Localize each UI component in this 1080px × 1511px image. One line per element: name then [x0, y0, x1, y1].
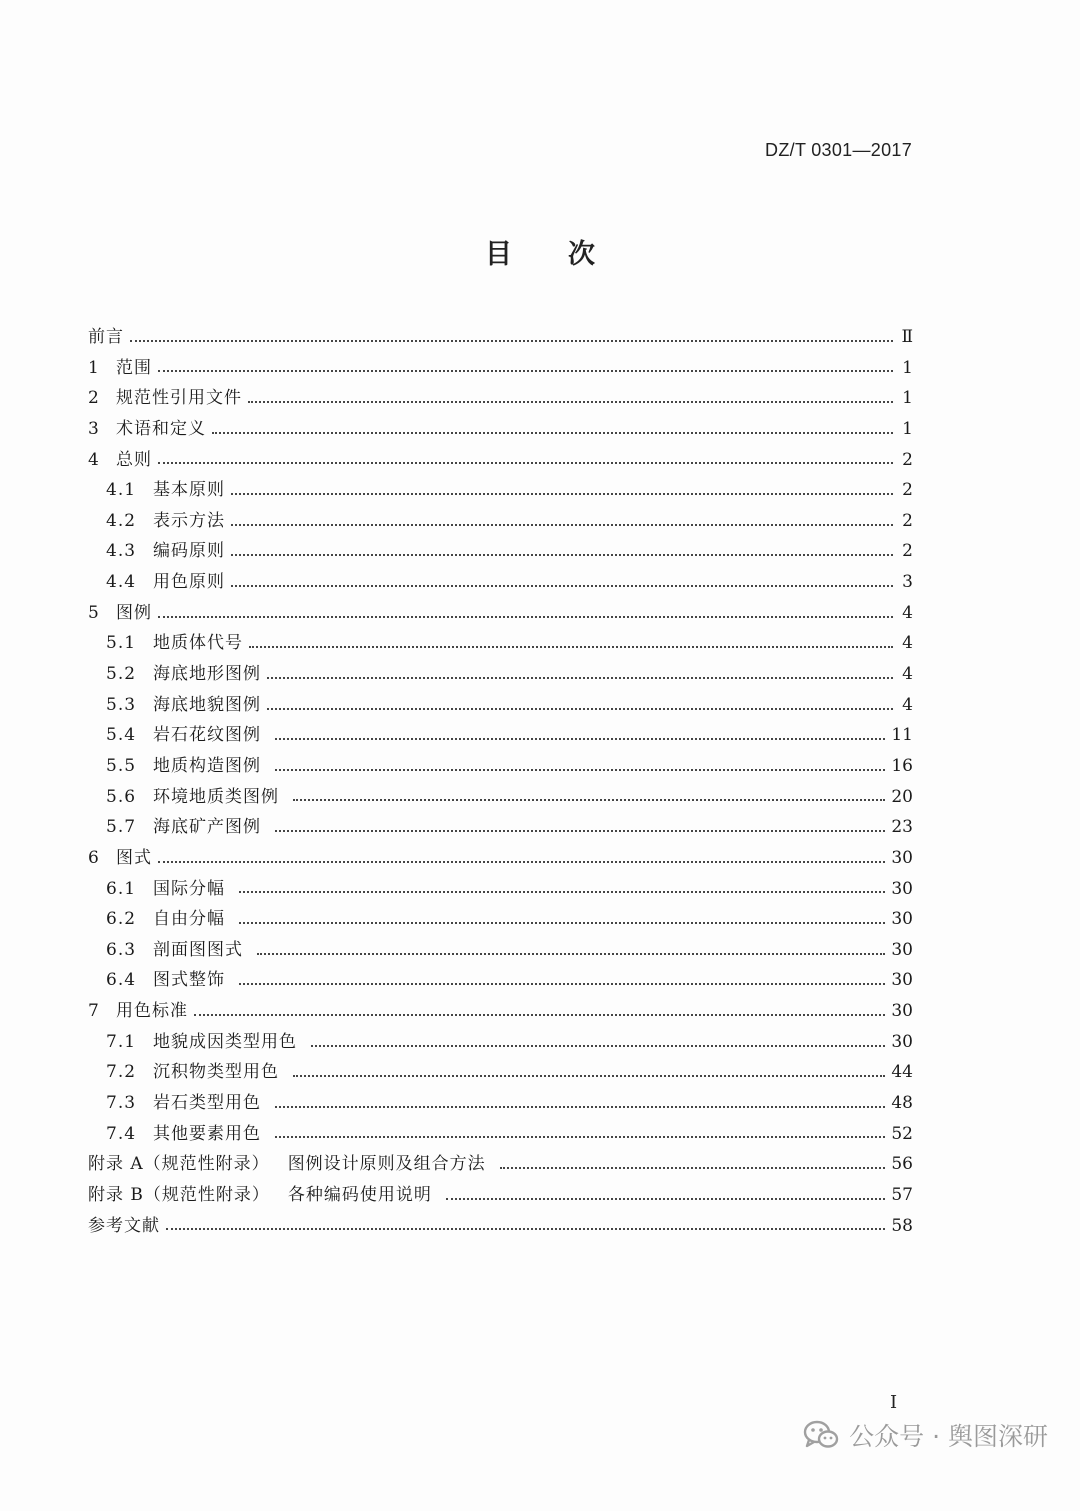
watermark-text: 公众号 · 舆图深研 — [849, 1422, 1048, 1451]
toc-page-number: 30 — [891, 1001, 913, 1022]
toc-title-text: 环境地质类图例 — [153, 786, 279, 807]
dot-leader — [293, 798, 885, 801]
toc-page-number: 2 — [902, 510, 913, 531]
toc-title — [153, 567, 225, 598]
toc-entry[interactable] — [88, 874, 913, 905]
toc-page-number: 44 — [891, 1062, 913, 1083]
toc-title-text: 规范性引用文件 — [116, 388, 242, 409]
toc-title-text: 岩石类型用色 — [153, 1093, 261, 1114]
toc-title — [153, 1027, 297, 1058]
toc-title-text: 总则 — [116, 449, 152, 470]
dot-leader — [239, 890, 885, 893]
toc-title — [88, 1180, 432, 1211]
toc-title — [153, 874, 225, 905]
toc-title-text: 地质构造图例 — [153, 755, 261, 776]
dot-leader — [231, 584, 893, 587]
page-number: I — [890, 1392, 898, 1413]
toc-section-number: 4.4 — [106, 572, 137, 593]
toc-entry[interactable] — [88, 598, 913, 629]
toc-section-number: 7 — [88, 1001, 99, 1022]
dot-leader — [275, 737, 885, 740]
dot-leader — [446, 1197, 885, 1200]
toc-entry[interactable] — [88, 843, 913, 874]
dot-leader — [248, 400, 893, 403]
toc-entry[interactable] — [88, 935, 913, 966]
toc-title-text: 岩石花纹图例 — [153, 725, 261, 746]
table-of-contents — [88, 322, 913, 1241]
toc-page-number: 30 — [891, 847, 913, 868]
toc-entry[interactable] — [88, 782, 913, 813]
toc-title — [153, 536, 225, 567]
toc-page-number: 30 — [891, 970, 913, 991]
toc-title — [88, 1211, 160, 1242]
toc-page-number: 48 — [891, 1093, 913, 1114]
toc-page-number: 4 — [902, 694, 913, 715]
toc-entry[interactable] — [88, 445, 913, 476]
toc-section-number: 7.2 — [106, 1062, 137, 1083]
toc-entry[interactable] — [88, 567, 913, 598]
toc-page-number: 30 — [891, 909, 913, 930]
toc-title-text: 其他要素用色 — [153, 1123, 261, 1144]
dot-leader — [231, 553, 893, 556]
toc-title-text: 术语和定义 — [116, 418, 206, 439]
toc-section-number: 6.2 — [106, 909, 137, 930]
toc-section-number: 7.1 — [106, 1031, 137, 1052]
toc-title — [153, 751, 261, 782]
toc-title-text: 海底地形图例 — [153, 664, 261, 685]
toc-section-number: 4.1 — [106, 480, 137, 501]
dot-leader — [267, 707, 893, 710]
toc-title-text: 用色原则 — [153, 572, 225, 593]
toc-title — [116, 598, 152, 629]
toc-title-text: 地貌成因类型用色 — [153, 1031, 297, 1052]
toc-page-number: 4 — [902, 664, 913, 685]
toc-appendix-title: 各种编码使用说明 — [287, 1184, 432, 1205]
toc-title — [116, 996, 188, 1027]
dot-leader — [249, 645, 893, 648]
toc-entry[interactable] — [88, 506, 913, 537]
dot-leader — [239, 921, 885, 924]
toc-section-number: 5.6 — [106, 786, 137, 807]
toc-page-number: 58 — [891, 1215, 913, 1236]
toc-title-text: 图式 — [116, 847, 152, 868]
title-char-2: 次 — [568, 239, 595, 270]
toc-entry[interactable] — [88, 1057, 913, 1088]
toc-title-text: 国际分幅 — [153, 878, 225, 899]
toc-title-text: 附录 B（规范性附录） — [88, 1184, 270, 1205]
toc-page-number: 2 — [902, 449, 913, 470]
toc-title — [153, 659, 261, 690]
toc-page-number: 52 — [891, 1123, 913, 1144]
toc-page-number: 30 — [891, 878, 913, 899]
dot-leader — [158, 615, 893, 618]
toc-page-number: 30 — [891, 939, 913, 960]
toc-page-number: 30 — [891, 1031, 913, 1052]
toc-page-number: 1 — [902, 357, 913, 378]
dot-leader — [293, 1074, 885, 1077]
toc-section-number: 6.1 — [106, 878, 137, 899]
dot-leader — [275, 829, 885, 832]
toc-section-number: 4.3 — [106, 541, 137, 562]
toc-section-number: 3 — [88, 418, 99, 439]
toc-title-text: 地质体代号 — [153, 633, 243, 654]
toc-title — [153, 506, 225, 537]
dot-leader — [158, 461, 893, 464]
toc-page-number: 56 — [891, 1154, 913, 1175]
toc-page-number: 23 — [891, 817, 913, 838]
toc-section-number: 5.2 — [106, 664, 137, 685]
toc-section-number: 7.3 — [106, 1093, 137, 1114]
toc-page-number: 57 — [891, 1184, 913, 1205]
toc-title — [153, 965, 225, 996]
toc-title — [153, 904, 225, 935]
toc-section-number: 5.1 — [106, 633, 137, 654]
toc-entry[interactable] — [88, 1119, 913, 1150]
toc-title-text: 前言 — [88, 327, 124, 347]
toc-section-number: 6.4 — [106, 970, 137, 991]
dot-leader — [275, 768, 885, 771]
toc-page-number: 4 — [902, 602, 913, 623]
toc-title-text: 表示方法 — [153, 510, 225, 531]
toc-section-number: 6 — [88, 847, 99, 868]
dot-leader — [275, 1105, 885, 1108]
toc-entry[interactable] — [88, 904, 913, 935]
toc-title — [153, 475, 225, 506]
toc-title-text: 自由分幅 — [153, 909, 225, 930]
toc-entry[interactable] — [88, 1180, 913, 1211]
dot-leader — [194, 1013, 885, 1016]
toc-entry[interactable] — [88, 414, 913, 445]
toc-title — [153, 628, 243, 659]
toc-title — [153, 782, 279, 813]
toc-entry[interactable] — [88, 353, 913, 384]
toc-title-text: 海底矿产图例 — [153, 817, 261, 838]
toc-title — [116, 843, 152, 874]
toc-page-number: 2 — [902, 480, 913, 501]
toc-title-text: 图例 — [116, 602, 152, 623]
toc-entry[interactable] — [88, 536, 913, 567]
dot-leader — [275, 1135, 885, 1138]
dot-leader — [267, 676, 893, 679]
toc-title — [116, 414, 206, 445]
toc-entry[interactable] — [88, 475, 913, 506]
standard-code: DZ/T 0301—2017 — [765, 140, 912, 160]
toc-page-number: Ⅱ — [901, 327, 913, 347]
toc-entry[interactable] — [88, 322, 913, 353]
toc-section-number: 7.4 — [106, 1123, 137, 1144]
dot-leader — [231, 523, 893, 526]
toc-page-number: 1 — [902, 388, 913, 409]
toc-title-text: 编码原则 — [153, 541, 225, 562]
toc-page-number: 1 — [902, 418, 913, 439]
toc-title-text: 海底地貌图例 — [153, 694, 261, 715]
toc-entry[interactable] — [88, 812, 913, 843]
dot-leader — [239, 982, 885, 985]
toc-page-number: 4 — [902, 633, 913, 654]
toc-section-number: 5 — [88, 602, 99, 623]
toc-section-number: 6.3 — [106, 939, 137, 960]
toc-entry[interactable] — [88, 628, 913, 659]
dot-leader — [130, 339, 893, 342]
dot-leader — [212, 431, 893, 434]
toc-entry[interactable] — [88, 720, 913, 751]
wechat-icon — [803, 1419, 839, 1451]
toc-title — [153, 1119, 261, 1150]
toc-page-number: 2 — [902, 541, 913, 562]
toc-title — [153, 1088, 261, 1119]
toc-section-number: 1 — [88, 357, 99, 378]
toc-entry[interactable] — [88, 965, 913, 996]
toc-section-number: 2 — [88, 388, 99, 409]
toc-appendix-title: 图例设计原则及组合方法 — [287, 1154, 486, 1175]
toc-title — [88, 322, 124, 353]
toc-page-number: 3 — [902, 572, 913, 593]
toc-title — [153, 720, 261, 751]
dot-leader — [158, 369, 893, 372]
toc-title — [153, 690, 261, 721]
toc-title-text: 范围 — [116, 357, 152, 378]
toc-entry[interactable] — [88, 690, 913, 721]
toc-title-text: 用色标准 — [116, 1001, 188, 1022]
toc-entry[interactable] — [88, 751, 913, 782]
toc-section-number: 4 — [88, 449, 99, 470]
toc-entry[interactable] — [88, 996, 913, 1027]
toc-title — [116, 353, 152, 384]
toc-title-text: 图式整饰 — [153, 970, 225, 991]
toc-title — [88, 1149, 486, 1180]
toc-title-text: 基本原则 — [153, 480, 225, 501]
toc-entry[interactable] — [88, 1149, 913, 1180]
dot-leader — [500, 1166, 886, 1169]
page-title — [0, 232, 1080, 271]
toc-page-number: 16 — [891, 755, 913, 776]
dot-leader — [158, 860, 885, 863]
dot-leader — [166, 1227, 885, 1230]
toc-page-number: 11 — [891, 725, 913, 746]
toc-title-text: 沉积物类型用色 — [153, 1062, 279, 1083]
toc-entry[interactable] — [88, 1211, 913, 1242]
title-char-1: 目 — [485, 239, 512, 270]
toc-section-number: 4.2 — [106, 510, 137, 531]
toc-entry[interactable] — [88, 1088, 913, 1119]
toc-section-number: 5.5 — [106, 755, 137, 776]
toc-section-number: 5.3 — [106, 694, 137, 715]
dot-leader — [311, 1044, 885, 1047]
toc-section-number: 5.4 — [106, 725, 137, 746]
toc-title — [116, 383, 242, 414]
toc-section-number: 5.7 — [106, 817, 137, 838]
watermark — [803, 1417, 1048, 1453]
toc-title-text: 附录 A（规范性附录） — [88, 1154, 270, 1175]
dot-leader — [257, 952, 885, 955]
toc-title-text: 剖面图图式 — [153, 939, 243, 960]
toc-entry[interactable] — [88, 659, 913, 690]
toc-entry[interactable] — [88, 383, 913, 414]
toc-title — [116, 445, 152, 476]
toc-entry[interactable] — [88, 1027, 913, 1058]
toc-title — [153, 935, 243, 966]
dot-leader — [231, 492, 893, 495]
toc-title — [153, 1057, 279, 1088]
toc-page-number: 20 — [891, 786, 913, 807]
toc-title — [153, 812, 261, 843]
toc-title-text: 参考文献 — [88, 1215, 160, 1236]
